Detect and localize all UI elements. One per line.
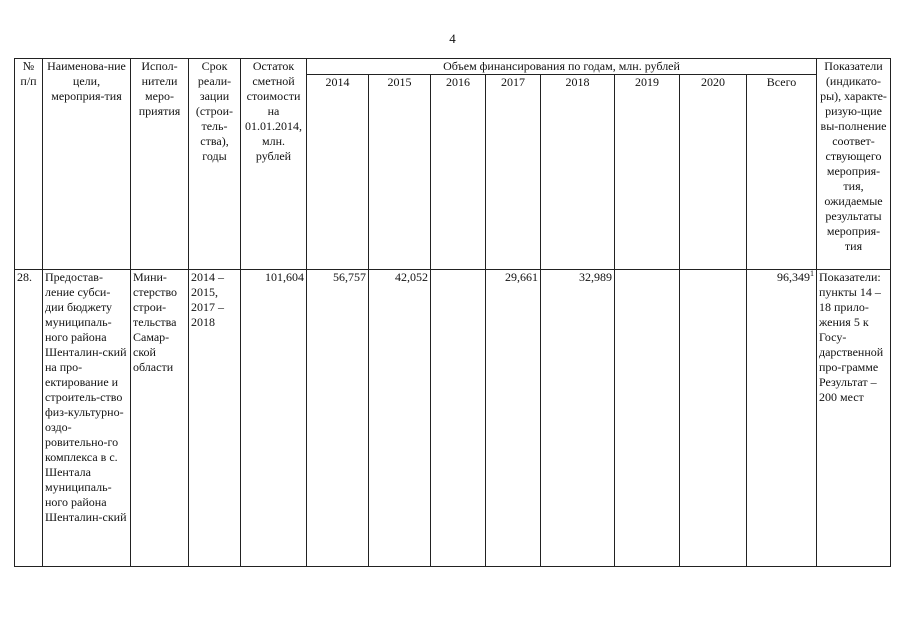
row-term: 2014 – 2015, 2017 – 2018 bbox=[189, 270, 241, 567]
row-total-value: 96,349 bbox=[777, 270, 810, 284]
page-number: 4 bbox=[449, 31, 456, 46]
row-executor: Мини-стерство строи-тельства Самар-ской области bbox=[131, 270, 189, 567]
row-2014: 56,757 bbox=[307, 270, 369, 567]
row-2020 bbox=[680, 270, 747, 567]
header-year-2015: 2015 bbox=[369, 75, 431, 270]
header-num: № п/п bbox=[15, 59, 43, 270]
row-2018: 32,989 bbox=[541, 270, 615, 567]
header-year-2016: 2016 bbox=[431, 75, 486, 270]
financing-table bbox=[14, 58, 891, 567]
header-year-2018: 2018 bbox=[541, 75, 615, 270]
row-2019 bbox=[615, 270, 680, 567]
row-num: 28. bbox=[15, 270, 43, 567]
header-year-2019: 2019 bbox=[615, 75, 680, 270]
header-year-2017: 2017 bbox=[486, 75, 541, 270]
row-name: Предостав-ление субси-дии бюджету муниципаль-ного района Шенталин-ский на про-ектирование и строитель-ство физ-культурно-оздо-ровительно-го комплекса в с. Шентала муниципаль-ного района Шенталин-ский bbox=[43, 270, 131, 567]
row-indicators: Показатели: пункты 14 – 18 прило-жения 5 к Госу-дарственной про-грамме Результат – 200 мест bbox=[817, 270, 891, 567]
row-2015: 42,052 bbox=[369, 270, 431, 567]
row-total-footnote: 1 bbox=[810, 269, 814, 278]
row-2017: 29,661 bbox=[486, 270, 541, 567]
header-executor: Испол-нители меро-приятия bbox=[131, 59, 189, 270]
table-row bbox=[15, 270, 891, 567]
header-row-1 bbox=[15, 59, 891, 75]
row-2016 bbox=[431, 270, 486, 567]
header-remainder: Остаток сметной стоимости на 01.01.2014, млн. рублей bbox=[241, 59, 307, 270]
header-year-2014: 2014 bbox=[307, 75, 369, 270]
header-total: Всего bbox=[747, 75, 817, 270]
row-remainder: 101,604 bbox=[241, 270, 307, 567]
row-total bbox=[747, 270, 817, 567]
header-term: Срок реали-зации (строи-тель-ства), годы bbox=[189, 59, 241, 270]
header-name: Наименова-ние цели, мероприя-тия bbox=[43, 59, 131, 270]
header-indicators: Показатели (индикато-ры), характе-ризую-щие вы-полнение соответ-ствующего мероприя-тия, ожидаемые результаты мероприя-тия bbox=[817, 59, 891, 270]
header-funding-group: Объем финансирования по годам, млн. рублей bbox=[307, 59, 817, 75]
header-year-2020: 2020 bbox=[680, 75, 747, 270]
